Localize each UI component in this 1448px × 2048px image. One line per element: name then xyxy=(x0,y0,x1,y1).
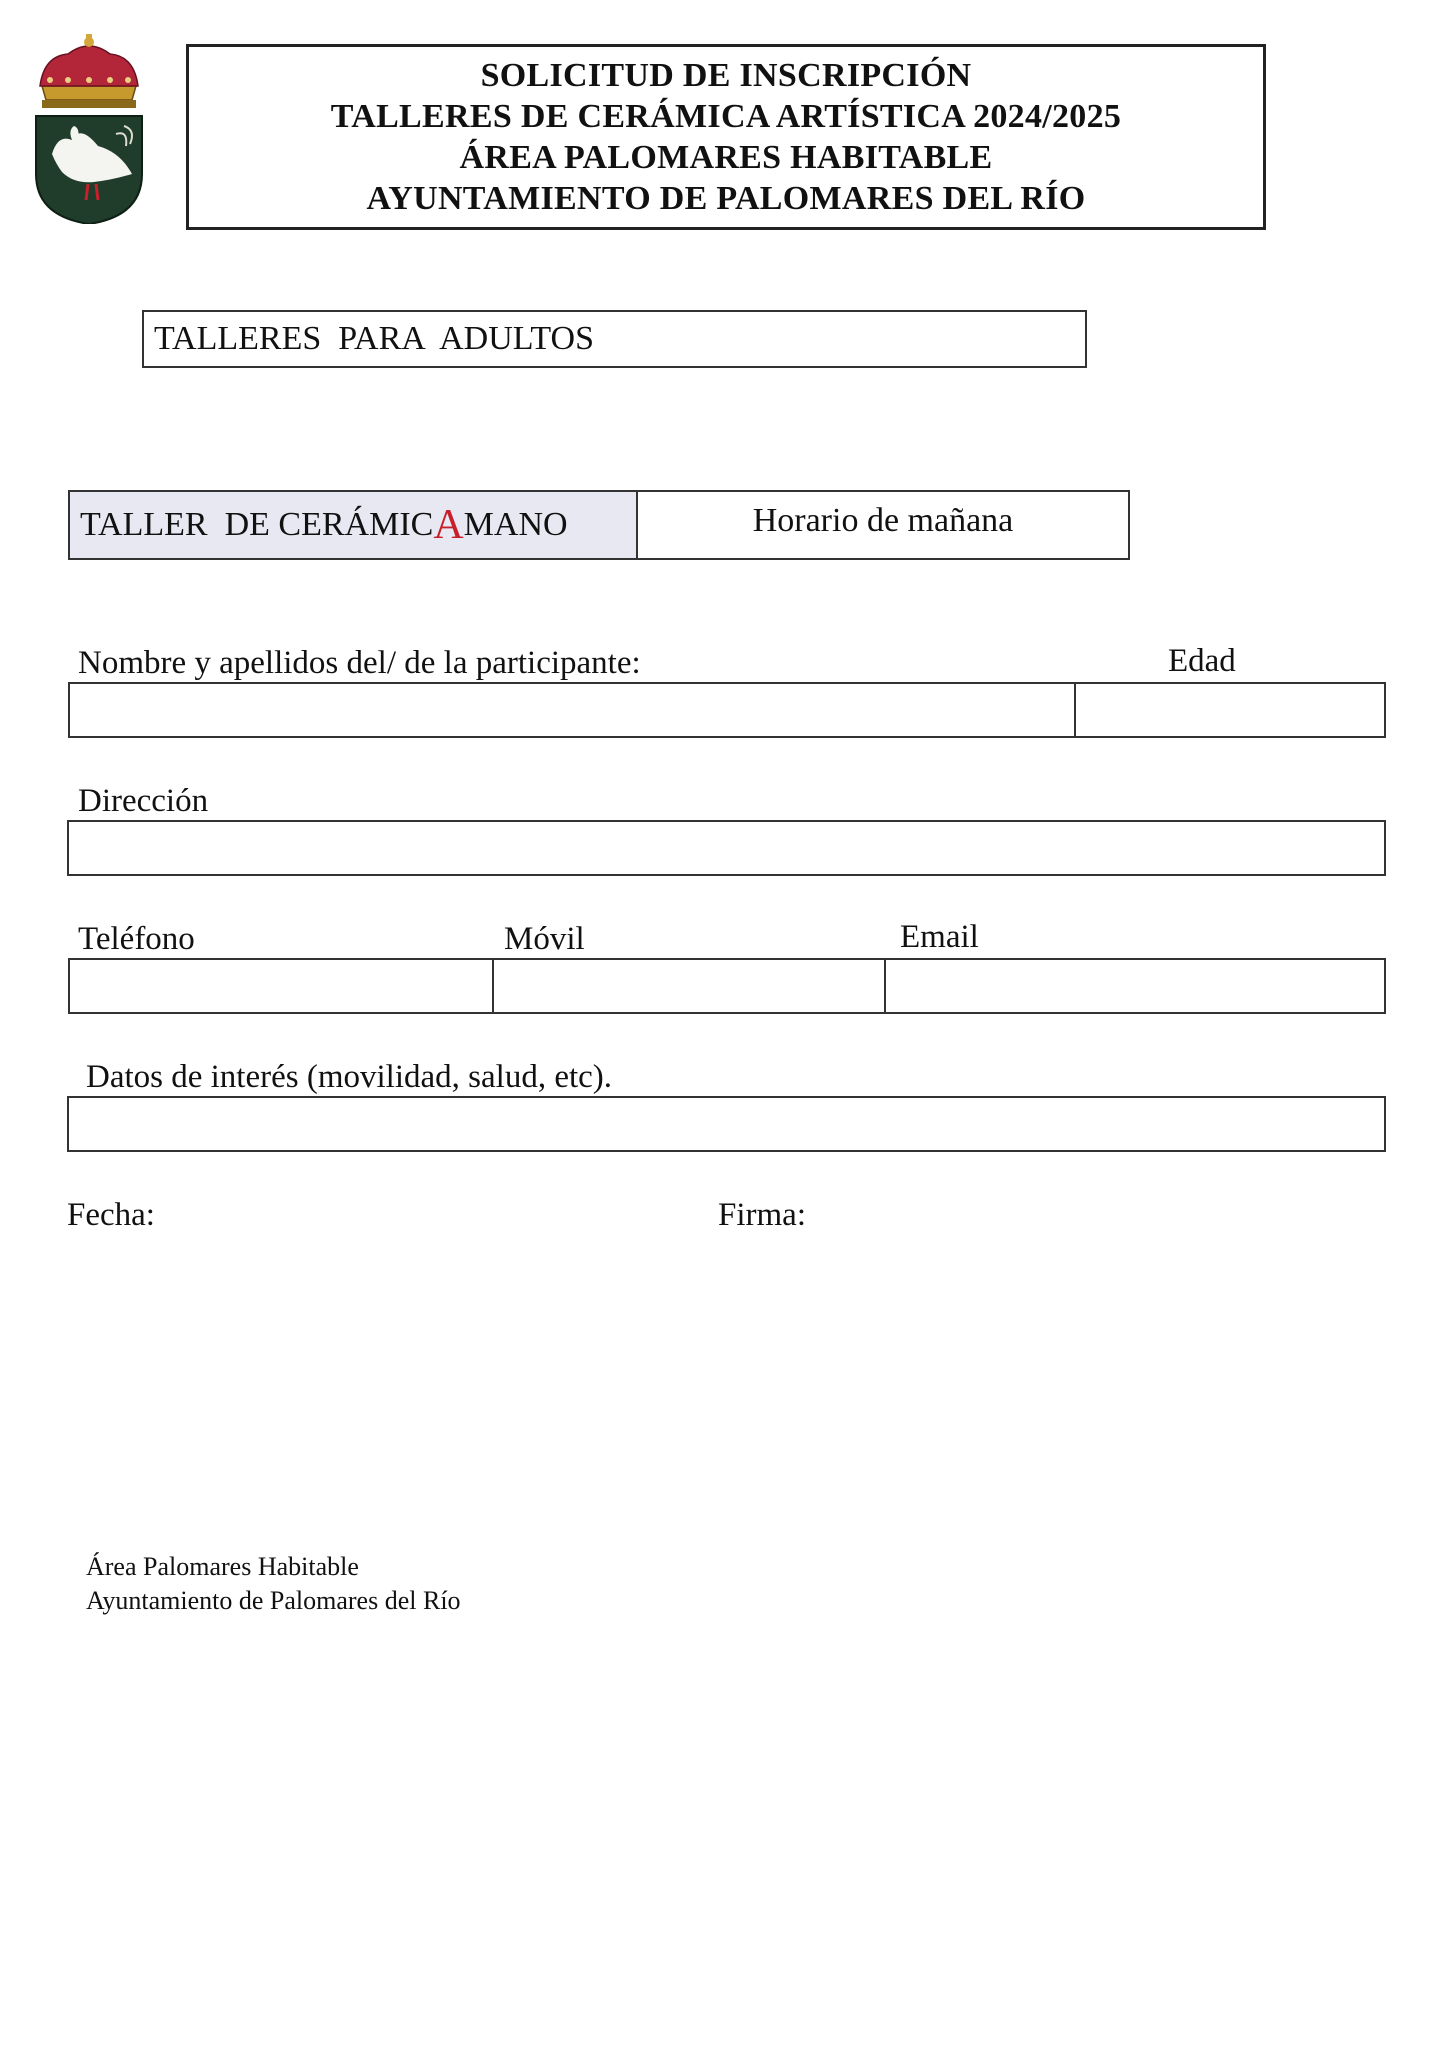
footer-line-2: Ayuntamiento de Palomares del Río xyxy=(86,1586,461,1615)
notes-label: Datos de interés (movilidad, salud, etc). xyxy=(86,1059,613,1095)
age-label: Edad xyxy=(1168,643,1236,679)
title-line-4: AYUNTAMIENTO DE PALOMARES DEL RÍO xyxy=(366,180,1086,217)
email-field[interactable] xyxy=(884,958,1386,1014)
schedule-label: Horario de mañana xyxy=(752,502,1014,539)
phone-field[interactable] xyxy=(68,958,494,1014)
workshop-name-box xyxy=(68,490,638,560)
footer-line-1: Área Palomares Habitable xyxy=(86,1552,359,1581)
footer xyxy=(86,1550,461,1618)
address-label: Dirección xyxy=(78,783,209,819)
name-label: Nombre y apellidos del/ de la participante: xyxy=(78,645,641,681)
date-label: Fecha: xyxy=(67,1197,155,1233)
mobile-label: Móvil xyxy=(504,921,585,957)
signature-label: Firma: xyxy=(718,1197,806,1233)
title-line-3: ÁREA PALOMARES HABITABLE xyxy=(459,139,993,176)
category-label: TALLERES PARA ADULTOS xyxy=(154,320,595,357)
title-line-2: TALLERES DE CERÁMICA ARTÍSTICA 2024/2025 xyxy=(330,98,1122,135)
address-field[interactable] xyxy=(67,820,1386,876)
name-field[interactable] xyxy=(68,682,1076,738)
age-field[interactable] xyxy=(1074,682,1386,738)
workshop-name-part2: MANO xyxy=(463,506,568,543)
schedule-box xyxy=(636,490,1130,560)
mobile-field[interactable] xyxy=(492,958,886,1014)
title-line-1: SOLICITUD DE INSCRIPCIÓN xyxy=(480,57,972,94)
title-box xyxy=(186,44,1266,230)
email-label: Email xyxy=(900,919,979,955)
category-box xyxy=(142,310,1087,368)
crown-icon xyxy=(40,34,138,108)
workshop-name-highlight: A xyxy=(433,502,464,548)
workshop-name-part1: TALLER DE CERÁMIC xyxy=(80,506,434,543)
coat-of-arms-logo xyxy=(28,34,150,224)
phone-label: Teléfono xyxy=(78,921,195,957)
notes-field[interactable] xyxy=(67,1096,1386,1152)
